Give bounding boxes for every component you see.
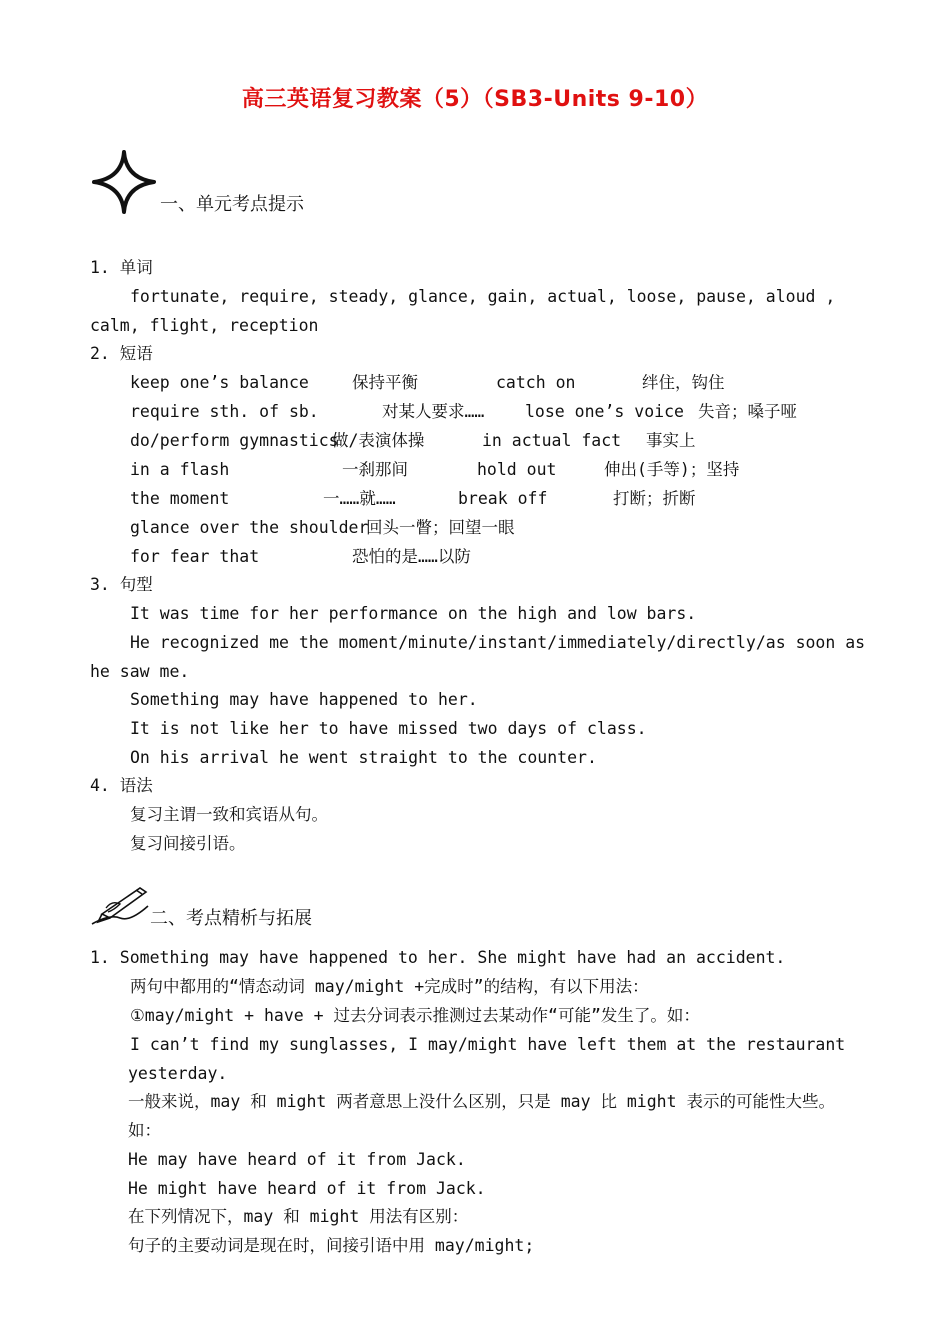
- phrase-en: in actual fact: [482, 431, 622, 450]
- sentence: It was time for her performance on the high and low bars.: [130, 604, 697, 623]
- phrase-zh: 恐怕的是……以防: [352, 547, 471, 566]
- phrase-en: catch on: [496, 373, 576, 392]
- phrase-zh: 绊住，钩住: [642, 373, 725, 392]
- phrase-en: the moment: [130, 489, 230, 508]
- section1-heading: 一、单元考点提示: [160, 194, 304, 215]
- phrase-en: glance over the shoulder: [130, 518, 369, 537]
- page-title: 高三英语复习教案（5）（SB3-Units 9-10）: [241, 87, 709, 112]
- grammar-item: 复习主谓一致和宾语从句。: [130, 805, 328, 824]
- phrase-en: do/perform gymnastics: [130, 431, 339, 450]
- phrase-zh: 失音；嗓子哑: [698, 402, 797, 421]
- phrase-en: in a flash: [130, 460, 230, 479]
- sentence: He recognized me the moment/minute/instant/immediately/directly/as soon as: [130, 633, 866, 652]
- phrase-en: break off: [458, 489, 548, 508]
- four-point-star-icon: [92, 150, 156, 214]
- phrase-zh: 做/表演体操: [332, 431, 425, 450]
- phrases-label: 2. 短语: [90, 344, 153, 363]
- sentence: On his arrival he went straight to the counter.: [130, 748, 597, 767]
- phrase-zh: 保持平衡: [352, 373, 418, 392]
- analysis-line: He might have heard of it from Jack.: [128, 1179, 486, 1198]
- phrase-zh: 一……就……: [323, 489, 396, 508]
- analysis-line: 1. Something may have happened to her. She might have had an accident.: [90, 948, 786, 967]
- phrase-zh: 对某人要求……: [382, 402, 485, 421]
- sentence: he saw me.: [90, 662, 190, 681]
- words-line-1: fortunate, require, steady, glance, gain, actual, loose, pause, aloud ,: [130, 287, 836, 306]
- phrase-en: for fear that: [130, 547, 260, 566]
- analysis-line: 一般来说，may 和 might 两者意思上没什么区别，只是 may 比 might 表示的可能性大些。: [128, 1092, 835, 1111]
- analysis-line: He may have heard of it from Jack.: [128, 1150, 466, 1169]
- analysis-line: 句子的主要动词是现在时，间接引语中用 may/might;: [128, 1236, 535, 1255]
- sentences-label: 3. 句型: [90, 575, 153, 594]
- analysis-line: 两句中都用的“情态动词 may/might +完成时”的结构，有以下用法：: [130, 977, 649, 996]
- phrase-zh: 事实上: [646, 431, 696, 450]
- pen-writing-icon: [90, 884, 150, 928]
- phrase-zh: 伸出(手等)；坚持: [604, 460, 740, 479]
- sentence: It is not like her to have missed two days of class.: [130, 719, 647, 738]
- phrase-en: lose one’s voice: [525, 402, 684, 421]
- phrase-en: require sth. of sb.: [130, 402, 319, 421]
- analysis-line: 在下列情况下，may 和 might 用法有区别：: [128, 1207, 469, 1226]
- phrase-en: keep one’s balance: [130, 373, 309, 392]
- phrase-zh: 一刹那间: [342, 460, 408, 479]
- phrase-zh: 打断；折断: [613, 489, 696, 508]
- words-line-2: calm, flight, reception: [90, 316, 319, 335]
- analysis-line: yesterday.: [128, 1064, 228, 1083]
- analysis-line: I can’t find my sunglasses, I may/might have left them at the restaurant: [130, 1035, 846, 1054]
- words-label: 1. 单词: [90, 258, 153, 277]
- phrase-zh: 回头一瞥；回望一眼: [366, 518, 515, 537]
- grammar-item: 复习间接引语。: [130, 834, 246, 853]
- sentence: Something may have happened to her.: [130, 690, 478, 709]
- analysis-line: ①may/might + have + 过去分词表示推测过去某动作“可能”发生了。如：: [130, 1006, 700, 1025]
- phrase-en: hold out: [477, 460, 557, 479]
- section2-heading: 二、考点精析与拓展: [150, 908, 312, 929]
- analysis-line: 如：: [128, 1121, 161, 1140]
- grammar-label: 4. 语法: [90, 776, 153, 795]
